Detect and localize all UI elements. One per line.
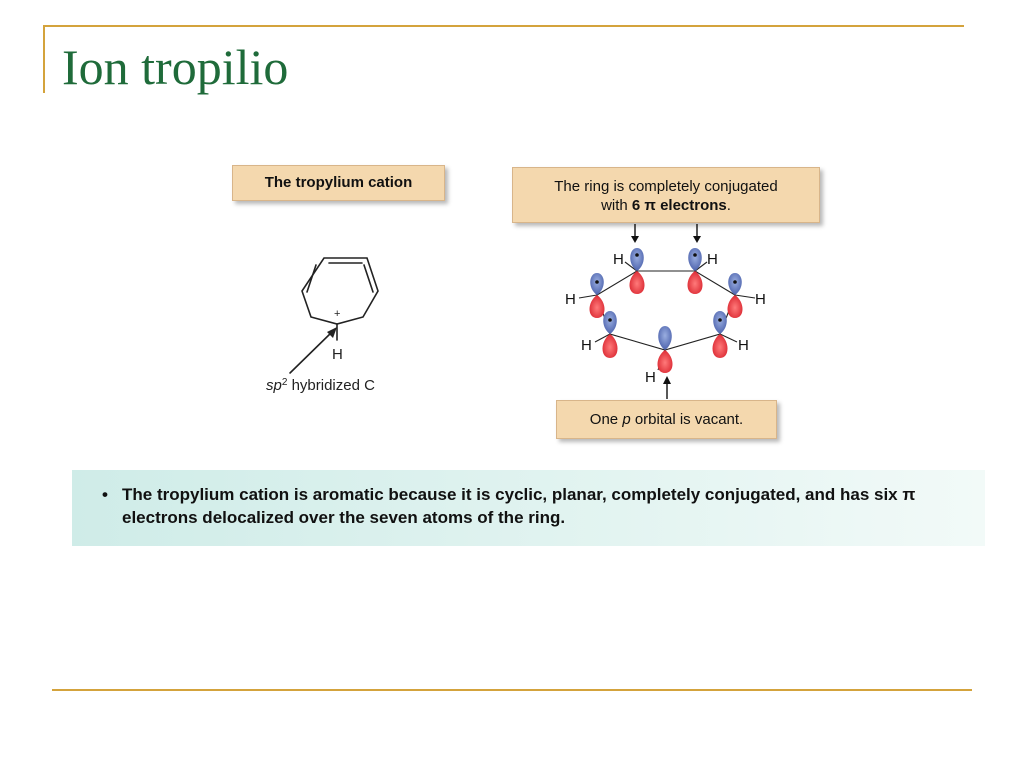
conjugation-label-suffix: . <box>726 197 731 214</box>
sp2-sup: 2 <box>281 376 288 388</box>
summary-box <box>72 470 985 546</box>
top-rule <box>44 25 964 27</box>
h-label-6: H <box>738 337 749 354</box>
conjugation-label-prefix: with <box>601 197 632 214</box>
conjugation-label-line1: The ring is completely conjugated <box>554 178 778 195</box>
p-orbital-5 <box>603 311 618 358</box>
arrow-left-head <box>631 236 639 243</box>
orbital-diagram <box>555 222 785 402</box>
sp2-label <box>266 377 375 395</box>
plus-sign: + <box>334 308 341 320</box>
summary-bullet: • <box>102 485 108 504</box>
h-label-3: H <box>565 291 576 308</box>
h-label-4: H <box>755 291 766 308</box>
left-rule <box>43 25 45 93</box>
h-label-2: H <box>707 251 718 268</box>
vacant-label-prefix: One <box>589 411 623 428</box>
vacant-label-suffix: orbital is vacant. <box>630 411 744 428</box>
sp2-italic: sp <box>266 377 282 394</box>
p-orbital-6 <box>713 311 728 358</box>
conjugation-label <box>512 167 820 223</box>
conjugation-label-bold: 6 π electrons <box>631 197 727 214</box>
sp2-rest: hybridized C <box>287 377 375 394</box>
sp2-arrow-line <box>290 330 334 373</box>
summary-text: The tropylium cation is aromatic because it is cyclic, planar, completely conjugated, and has six π electrons delocalized over the seven atoms of the ring. <box>122 485 916 527</box>
double-bond-left <box>307 265 316 292</box>
h-label-7: H <box>645 369 656 386</box>
vacant-orbital-label <box>556 400 777 439</box>
hydrogen-label: H <box>332 346 343 363</box>
p-orbital-vacant <box>658 326 673 373</box>
tropylium-title-label: The tropylium cation <box>232 165 445 201</box>
h-label-5: H <box>581 337 592 354</box>
double-bond-right <box>364 265 373 292</box>
slide-title: Ion tropilio <box>62 39 289 95</box>
tropylium-structure <box>250 235 450 405</box>
vacant-label-italic: p <box>622 411 631 428</box>
arrow-vacant-head <box>663 376 671 384</box>
h-label-1: H <box>613 251 624 268</box>
ch-bond-4 <box>735 295 755 298</box>
arrow-right-head <box>693 236 701 243</box>
bottom-rule <box>52 689 972 691</box>
